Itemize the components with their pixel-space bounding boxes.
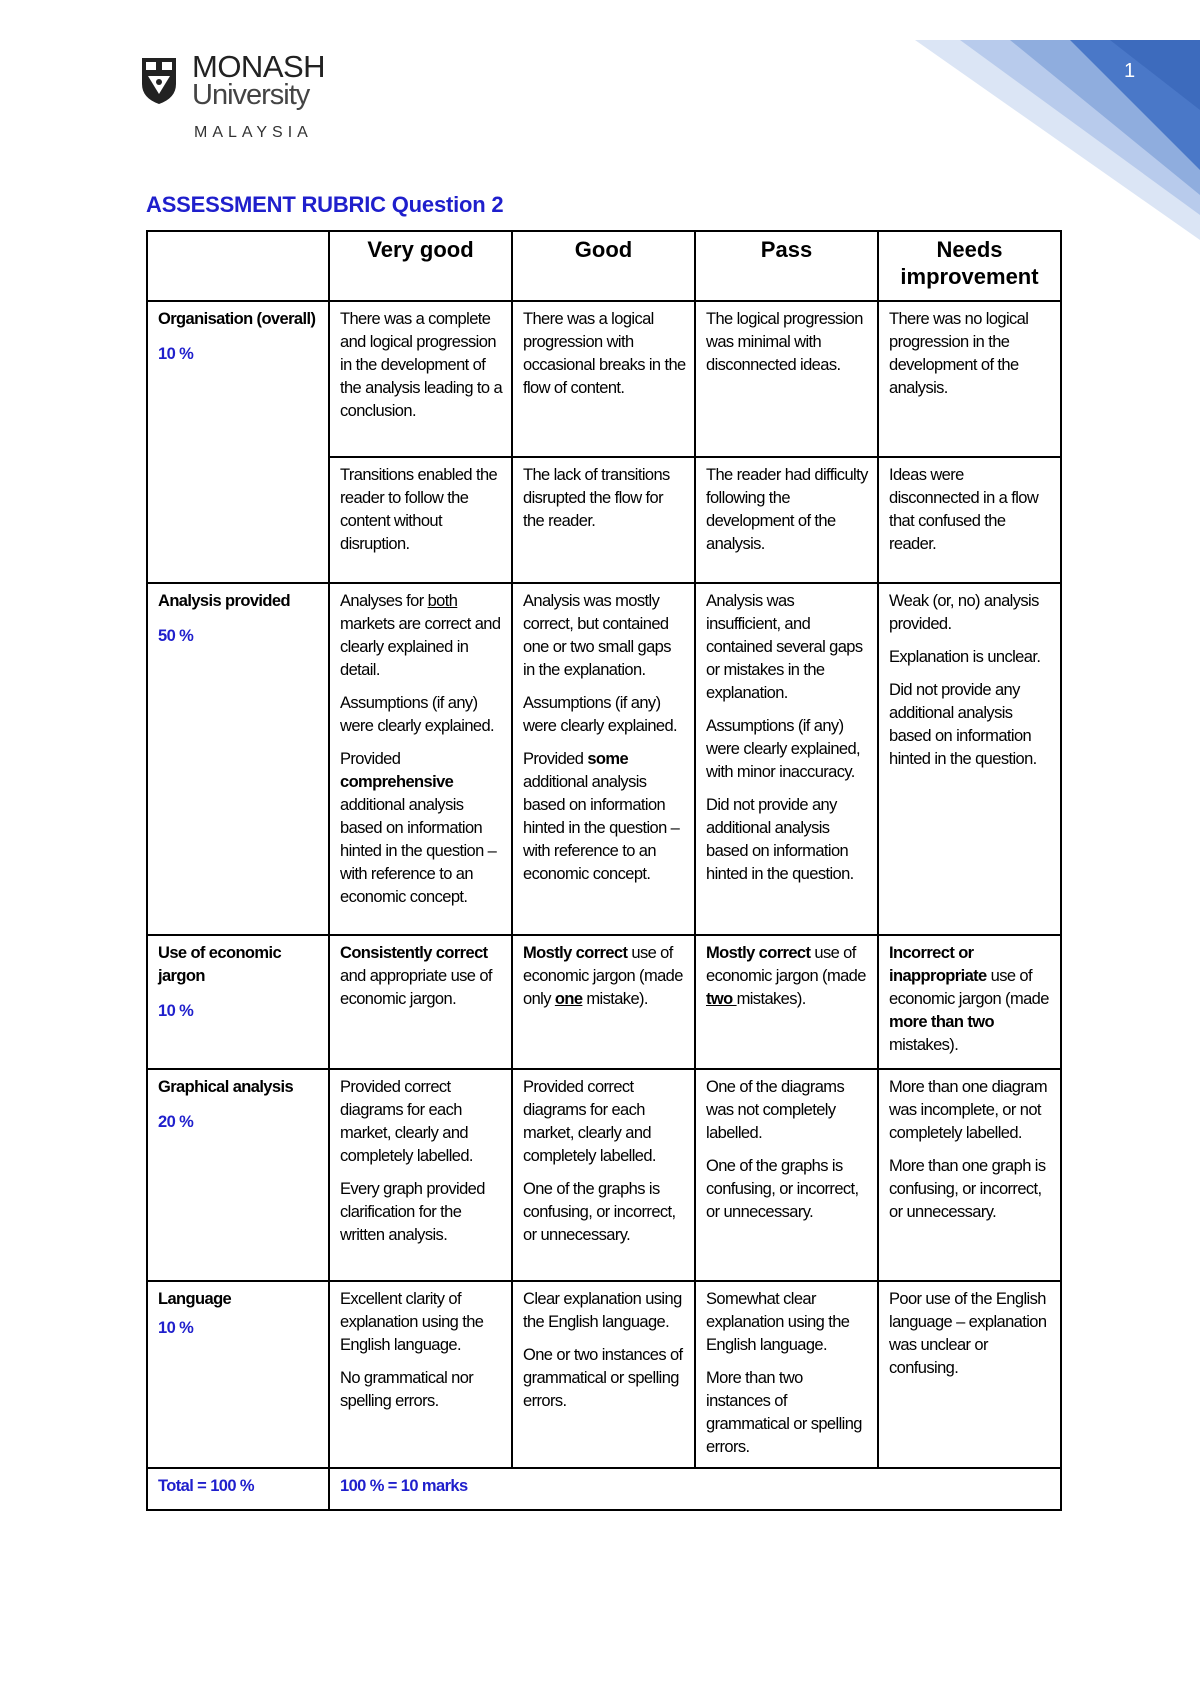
descriptor-cell: The reader had difficulty following the development of the analysis. [695,457,878,583]
header-corner [147,231,329,301]
descriptor-cell: One of the diagrams was not completely labelled. One of the graphs is confusing, or incorrect, or unnecessary. [695,1069,878,1281]
crest-icon [140,56,178,106]
criterion-name: Graphical analysis [158,1078,294,1096]
descriptor-cell: There was a complete and logical progression in the development of the analysis leading to a conclusion. [329,301,512,457]
descriptor-cell: Weak (or, no) analysis provided. Explanation is unclear. Did not provide any additional analysis based on information hinted in the question. [878,583,1061,935]
row-jargon [147,935,1061,1069]
total-label: Total = 100 % [147,1468,329,1510]
descriptor-cell: Analysis was insufficient, and contained several gaps or mistakes in the explanation. Assumptions (if any) were clearly explained, with minor inaccuracy. Did not provide any additional analysis based on information hinted in the question. [695,583,878,935]
descriptor-cell: The lack of transitions disrupted the flow for the reader. [512,457,695,583]
criterion-name: Use of economic jargon [158,944,282,985]
descriptor-cell: Excellent clarity of explanation using the English language. No grammatical nor spelling errors. [329,1281,512,1468]
logo-monash: MONASH [192,49,326,84]
logo-university: University [192,79,310,111]
descriptor-cell: Mostly correct use of economic jargon (made only one mistake). [512,935,695,1069]
criterion-cell [147,935,329,1069]
monash-logo [140,49,380,152]
column-header: Very good [329,231,512,301]
criterion-weight: 10 % [158,345,194,363]
row-graphical-analysis [147,1069,1061,1281]
descriptor-cell: Incorrect or inappropriate use of economic jargon (made more than two mistakes). [878,935,1061,1069]
descriptor-cell: There was a logical progression with occasional breaks in the flow of content. [512,301,695,457]
rubric-table [146,230,1062,1511]
descriptor-cell: The logical progression was minimal with disconnected ideas. [695,301,878,457]
descriptor-cell: Provided correct diagrams for each market, clearly and completely labelled. One of the graphs is confusing, or incorrect, or unnecessary. [512,1069,695,1281]
column-header: Pass [695,231,878,301]
descriptor-cell: Analysis was mostly correct, but contained one or two small gaps in the explanation. Assumptions (if any) were clearly explained. Provided some additional analysis based on information hinted in the question – with reference to an economic concept. [512,583,695,935]
descriptor-cell: There was no logical progression in the development of the analysis. [878,301,1061,457]
criterion-cell [147,583,329,935]
corner-decoration [900,0,1200,240]
criterion-cell [147,301,329,583]
criterion-name: Analysis provided [158,592,290,610]
page-title: ASSESSMENT RUBRIC Question 2 [146,192,504,217]
criterion-cell [147,1281,329,1468]
descriptor-cell: Consistently correct and appropriate use of economic jargon. [329,935,512,1069]
criterion-cell [147,1069,329,1281]
criterion-weight: 20 % [158,1113,194,1131]
descriptor-cell: Provided correct diagrams for each market, clearly and completely labelled. Every graph provided clarification for the written analysis. [329,1069,512,1281]
row-language [147,1281,1061,1468]
header-row [147,231,1061,301]
page-number: 1 [1124,60,1136,82]
row-analysis [147,583,1061,935]
column-header: Good [512,231,695,301]
criterion-name: Language [158,1290,232,1308]
descriptor-cell: More than one diagram was incomplete, or not completely labelled. More than one graph is confusing, or incorrect, or unnecessary. [878,1069,1061,1281]
row-total [147,1468,1061,1510]
descriptor-cell: Poor use of the English language – explanation was unclear or confusing. [878,1281,1061,1468]
descriptor-cell: Somewhat clear explanation using the English language. More than two instances of grammatical or spelling errors. [695,1281,878,1468]
criterion-weight: 50 % [158,627,194,645]
logo-malaysia: MALAYSIA [194,124,313,141]
criterion-weight: 10 % [158,1319,194,1337]
row-organisation [147,301,1061,457]
total-value: 100 % = 10 marks [329,1468,1061,1510]
criterion-name: Organisation (overall) [158,310,316,328]
descriptor-cell: Clear explanation using the English language. One or two instances of grammatical or spelling errors. [512,1281,695,1468]
descriptor-cell: Mostly correct use of economic jargon (made two mistakes). [695,935,878,1069]
descriptor-cell: Ideas were disconnected in a flow that confused the reader. [878,457,1061,583]
column-header: Needs improvement [878,231,1061,301]
descriptor-cell: Analyses for both markets are correct and clearly explained in detail. Assumptions (if any) were clearly explained. Provided comprehensive additional analysis based on information hinted in the question – with reference to an economic concept. [329,583,512,935]
criterion-weight: 10 % [158,1002,194,1020]
descriptor-cell: Transitions enabled the reader to follow the content without disruption. [329,457,512,583]
